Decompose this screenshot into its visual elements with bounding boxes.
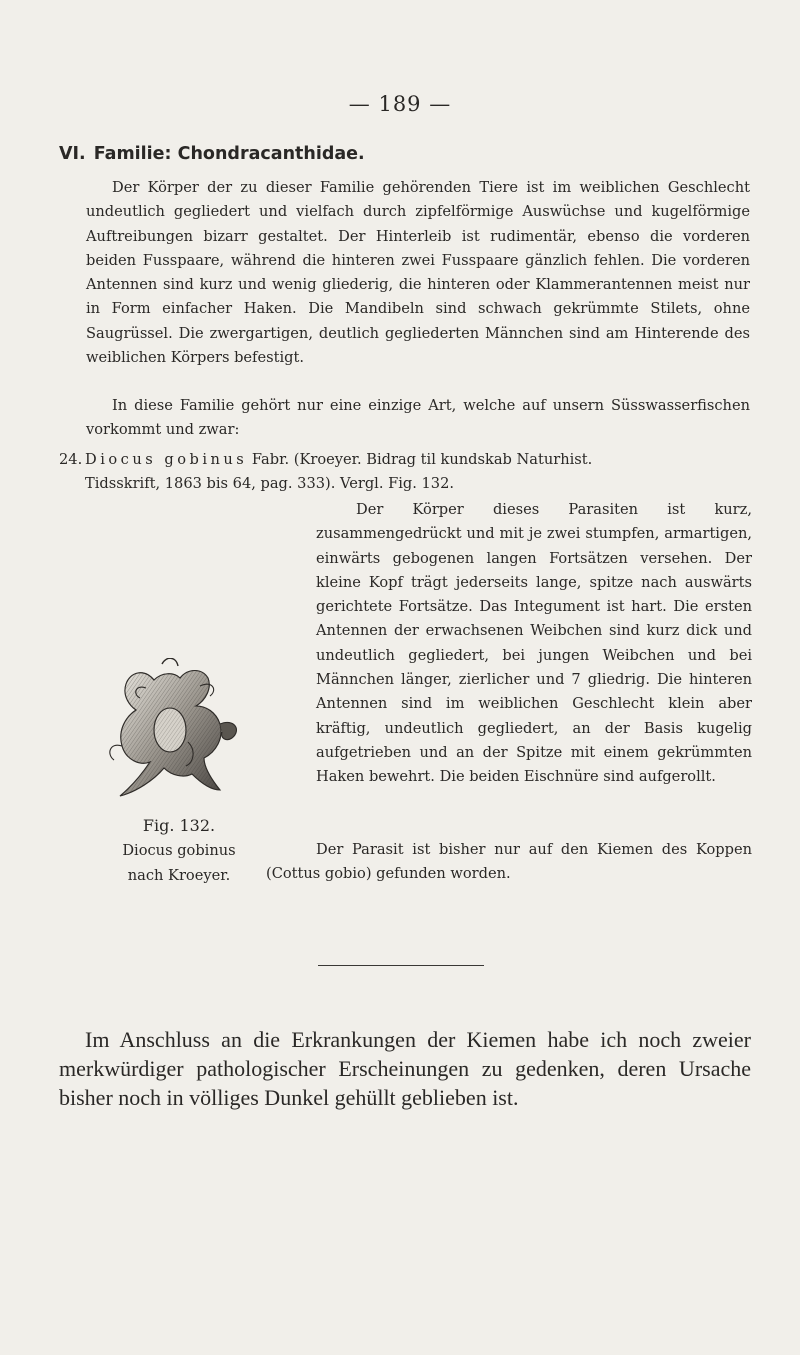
section-number: VI. [59, 144, 86, 164]
species-entry-header [59, 448, 754, 497]
figure-132 [84, 658, 264, 898]
section-heading [59, 144, 365, 164]
reference-line-1: Fabr. (Kroeyer. Bidrag til kundskab Naturhist. [251, 451, 593, 468]
family-description-paragraph: Der Körper der zu dieser Familie gehörenden Tiere ist im weiblichen Geschlecht undeutlich gegliedert und vielfach durch zipfelförmige Auswüchse und kugelförmige Auftreibungen bizarr gestaltet. Der Hinterleib ist rudimentär, ebenso die vorderen beiden Fusspaare, während die hinteren zwei Fusspaare gänzlich fehlen. Die vorderen Antennen sind kurz und wenig gliederig, die hinteren oder Klammerantennen meist nur in Form einfacher Haken. Die Mandibeln sind schwach gekrümmte Stilets, ohne Saugrüssel. Die zwergartigen, deutlich gegliederten Männchen sind am Hinterende des weiblichen Körpers befestigt. [86, 179, 750, 367]
figure-caption-line-1: Diocus gobinus [122, 842, 236, 860]
entry-number: 24. [59, 451, 83, 468]
host-note-paragraph: Der Parasit ist bisher nur auf den Kiemen des Koppen (Cottus gobio) gefunden worden. [266, 841, 752, 883]
closing-paragraph: Im Anschluss an die Erkrankungen der Kiemen habe ich noch zweier merkwürdiger pathologischer Erscheinungen zu gedenken, deren Ursache bisher noch in völliges Dunkel gehüllt geblieben ist. [59, 1027, 751, 1110]
species-name: Diocus gobinus [85, 451, 248, 468]
figure-label: Fig. 132. [142, 816, 216, 835]
section-title: Familie: Chondracanthidae. [93, 144, 365, 164]
figure-caption [84, 814, 274, 888]
family-note-paragraph: In diese Familie gehört nur eine einzige Art, welche auf unsern Süsswasserfischen vorkommt und zwar: [86, 397, 750, 439]
reference-line-2: Tidsskrift, 1863 bis 64, pag. 333). Vergl. Fig. 132. [85, 475, 455, 493]
page-number: — 189 — [348, 92, 452, 116]
parasite-illustration [92, 658, 260, 808]
species-description-paragraph: Der Körper dieses Parasiten ist kurz, zusammengedrückt und mit je zwei stumpfen, armartigen, einwärts gebogenen langen Fortsätzen versehen. Der kleine Kopf trägt jederseits lange, spitze nach auswärts gerichtete Fortsätze. Das Integument ist hart. Die ersten Antennen der erwachsenen Weibchen sind kurz dick und undeutlich gegliedert, bei jungen Weibchen und bei Männchen länger, zierlicher und 7 gliedrig. Die hinteren Antennen sind im weiblichen Geschlecht klein aber kräftig, undeutlich gegliedert, an der Basis kugelig aufgetrieben und an der Spitze mit einem gekrümmten Haken bewehrt. Die beiden Eischnüre sind aufgerollt. [316, 501, 752, 786]
figure-caption-line-2: nach Kroeyer. [127, 866, 231, 884]
parasite-body [110, 658, 237, 796]
section-divider [318, 965, 484, 966]
